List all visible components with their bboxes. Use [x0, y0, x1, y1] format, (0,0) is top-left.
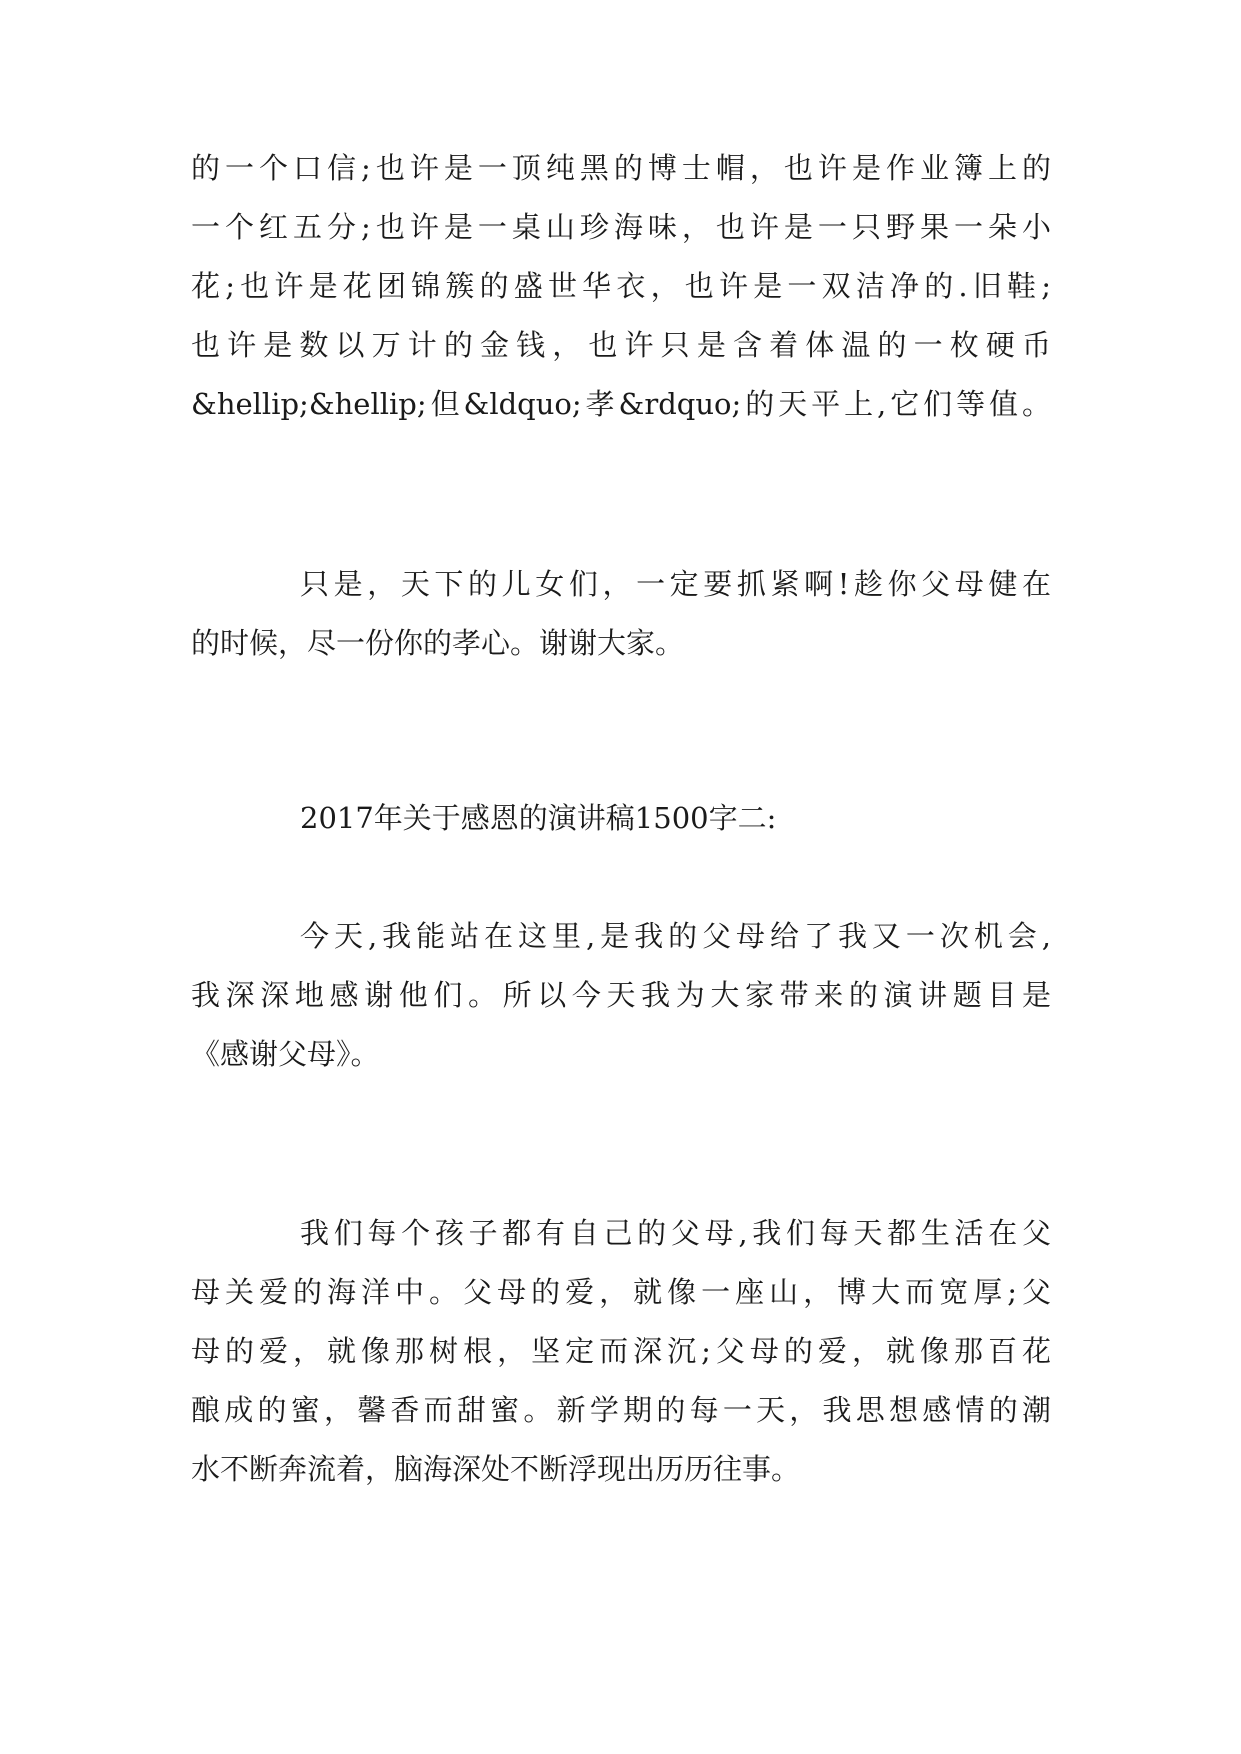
- text-line: 我们每个孩子都有自己的父母,我们每天都生活在父: [300, 1216, 1051, 1250]
- text-line: 也许是数以万计的金钱，也许只是含着体温的一枚硬币: [191, 328, 1051, 362]
- text-line: 今天,我能站在这里,是我的父母给了我又一次机会,: [300, 919, 1051, 953]
- text-line: 我深深地感谢他们。所以今天我为大家带来的演讲题目是: [191, 978, 1051, 1012]
- text-line: 酿成的蜜，馨香而甜蜜。新学期的每一天，我思想感情的潮: [191, 1393, 1051, 1427]
- text-line: 花;也许是花团锦簇的盛世华衣，也许是一双洁净的.旧鞋;: [191, 269, 1051, 303]
- text-line: 《感谢父母》。: [191, 1037, 380, 1071]
- text-line: 的时候，尽一份你的孝心。谢谢大家。: [191, 626, 685, 660]
- text-line: 水不断奔流着，脑海深处不断浮现出历历往事。: [191, 1452, 801, 1486]
- text-line: 母关爱的海洋中。父母的爱，就像一座山，博大而宽厚;父: [191, 1275, 1051, 1309]
- section-heading: 2017年关于感恩的演讲稿1500字二:: [300, 801, 777, 835]
- text-line: 一个红五分;也许是一桌山珍海味，也许是一只野果一朵小: [191, 210, 1051, 244]
- text-line: &hellip;&hellip;但&ldquo;孝&rdquo;的天平上,它们等值。: [191, 387, 1051, 421]
- text-line: 只是，天下的儿女们，一定要抓紧啊!趁你父母健在: [300, 567, 1051, 601]
- text-line: 的一个口信;也许是一顶纯黑的博士帽，也许是作业簿上的: [191, 151, 1051, 185]
- text-line: 母的爱，就像那树根，坚定而深沉;父母的爱，就像那百花: [191, 1334, 1051, 1368]
